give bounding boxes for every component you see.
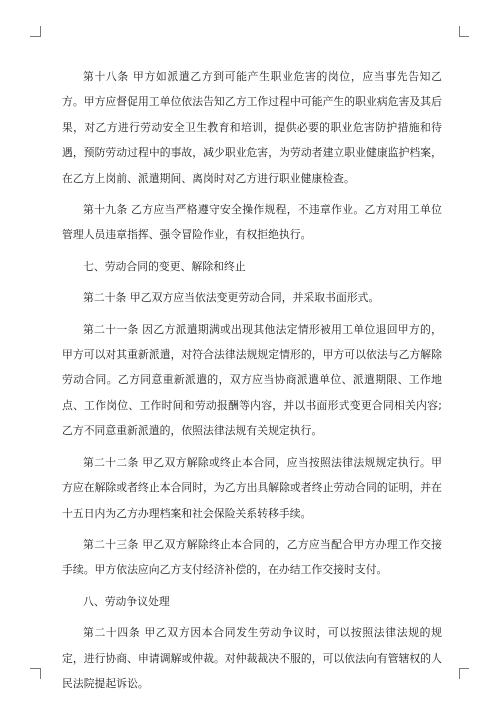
article-20: 第二十条 甲乙双方应当依法变更劳动合同，并采取书面形式。: [83, 291, 380, 305]
crop-mark-bottom-left-h: [30, 668, 40, 669]
crop-mark-bottom-left-v: [40, 668, 41, 679]
article-19: 第十九条 乙方应当严格遵守安全操作规程，不违章作业。乙方对用工单位管理人员违章指挥、强令冒险作业，有权拒绝执行。: [62, 203, 442, 242]
crop-mark-bottom-right-h: [459, 668, 469, 669]
crop-mark-top-right-v: [459, 26, 460, 37]
article-23: 第二十三条 甲乙双方解除终止本合同的，乙方应当配合甲方办理工作交接手续。甲方依法应向乙方支付经济补偿的，在办结工作交接时支付。: [62, 537, 442, 577]
crop-mark-top-right-h: [459, 36, 469, 37]
section-heading-8: 八、劳动争议处理: [83, 594, 170, 608]
article-18: 第十八条 甲方如派遣乙方到可能产生职业危害的岗位，应当事先告知乙方。甲方应督促用工单位依法告知乙方工作过程中可能产生的职业病危害及其后果，对乙方进行劳动安全卫生教育和培训，提供必要的职业危害防护措施和待遇，预防劳动过程中的事故，减少职业危害，为劳动者建立职业健康监护档案，在乙方上岗前、派遣期间、离岗时对乙方进行职业健康检查。: [62, 70, 442, 185]
article-22: 第二十二条 甲乙双方解除或终止本合同，应当按照法律法规规定执行。甲方应在解除或者终止本合同时，为乙方出具解除或者终止劳动合同的证明，并在十五日内为乙方办理档案和社会保险关系转移手续。: [62, 455, 442, 520]
article-21: 第二十一条 因乙方派遣期满或出现其他法定情形被用工单位退回甲方的，甲方可以对其重新派遣，对符合法律法规规定情形的，甲方可以依法与乙方解除劳动合同。乙方同意重新派遣的，双方应当协商派遣单位、派遣期限、工作地点、工作岗位、工作时间和劳动报酬等内容，并以书面形式变更合同相关内容;乙方不同意重新派遣的，依照法律法规有关规定执行。: [62, 322, 442, 438]
crop-mark-top-left-h: [30, 36, 40, 37]
document-body: [62, 64, 442, 702]
crop-mark-bottom-right-v: [459, 668, 460, 679]
article-24: 第二十四条 甲乙双方因本合同发生劳动争议时，可以按照法律法规的规定，进行协商、申请调解或仲裁。对仲裁裁决不服的，可以依法向有管辖权的人民法院提起诉讼。: [62, 626, 442, 690]
section-heading-7: 七、劳动合同的变更、解除和终止: [83, 259, 246, 273]
crop-mark-top-left-v: [40, 26, 41, 37]
